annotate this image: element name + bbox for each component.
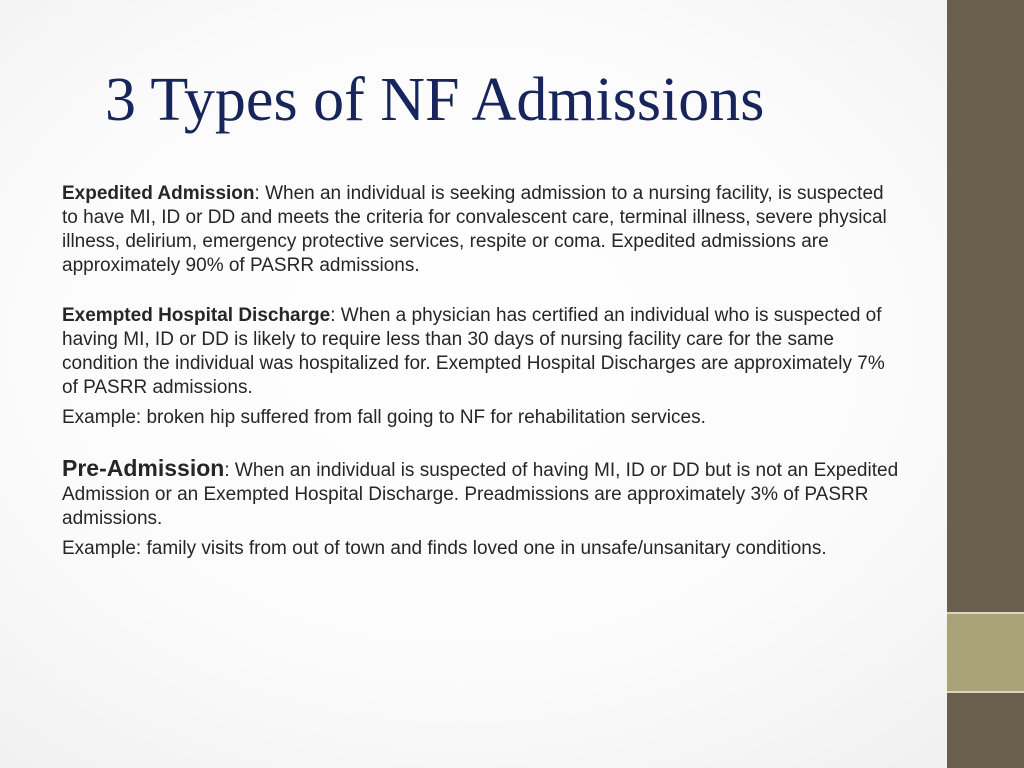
- section-separator: :: [330, 305, 341, 326]
- section-separator: :: [224, 460, 235, 481]
- decorative-sidebar: [947, 0, 1024, 768]
- sidebar-accent-block: [947, 614, 1024, 691]
- sidebar-divider: [947, 691, 1024, 693]
- slide-content: [62, 182, 902, 561]
- section-body: When an individual is suspected of having MI, ID or DD but is not an Expedited Admission or an Exempted Hospital Discharge. Preadmissions are approximately 3% of PASRR admissions.: [62, 460, 899, 529]
- section-body: When an individual is seeking admission to a nursing facility, is suspected to have MI, ID or DD and meets the criteria for convalescent care, terminal illness, severe physical illness, delirium, emergency protective services, respite or coma. Expedited admissions are approximately 90% of PASRR admissions.: [62, 183, 887, 276]
- section-heading: Exempted Hospital Discharge: [62, 305, 331, 326]
- section-example: Example: broken hip suffered from fall going to NF for rehabilitation services.: [62, 407, 706, 428]
- section-pre-admission: [62, 456, 902, 531]
- section-separator: :: [254, 183, 266, 204]
- section-body: When a physician has certified an individual who is suspected of having MI, ID or DD is likely to require less than 30 days of nursing facility care for the same condition the individual was hospitalized for. Exempted Hospital Discharges are approximately 7% of PASRR admissions.: [62, 305, 885, 398]
- section-heading: Pre-Admission: [62, 455, 225, 481]
- section-example: Example: family visits from out of town and finds loved one in unsafe/unsanitary conditions.: [62, 538, 827, 559]
- slide-title: 3 Types of NF Admissions: [105, 66, 765, 134]
- section-exempted-hospital-discharge: [62, 304, 902, 400]
- section-expedited-admission: [62, 182, 902, 278]
- section-heading: Expedited Admission: [62, 183, 255, 204]
